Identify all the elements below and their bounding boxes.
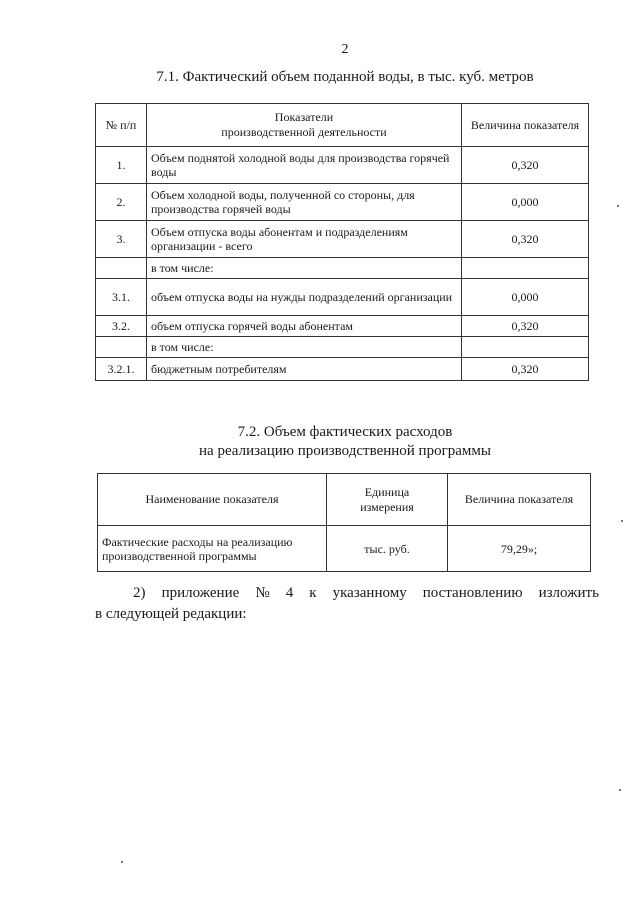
paragraph-line-1: [95, 583, 599, 604]
scan-speck: [121, 861, 123, 863]
scan-speck: [617, 205, 619, 207]
scan-speck: [619, 789, 621, 791]
table-row: [96, 316, 589, 337]
paragraph-word: приложение: [161, 585, 240, 601]
water-volume-table: [95, 103, 589, 381]
paragraph-word: к: [309, 585, 317, 601]
section-7-2-title-line1: 7.2. Объем фактических расходов: [237, 424, 453, 440]
paragraph-word: №: [255, 585, 270, 601]
page-number: 2: [341, 42, 349, 57]
header-value: Величина показателя: [462, 104, 589, 147]
cell-indicator: объем отпуска воды на нужды подразделений организации: [147, 279, 462, 316]
paragraph-word: постановлению: [422, 585, 523, 601]
cell-indicator: в том числе:: [147, 258, 462, 279]
section-7-1-title: 7.1. Фактический объем поданной воды, в тыс. куб. метров: [156, 69, 534, 85]
paragraph-word: указанному: [332, 585, 407, 601]
header-unit: Единица измерения: [327, 474, 448, 526]
cell-number: 2.: [96, 184, 147, 221]
cell-value: 0,320: [462, 316, 589, 337]
cell-value: 0,320: [462, 358, 589, 381]
table-row: [96, 279, 589, 316]
table-header-row: [98, 474, 591, 526]
table-row: [96, 221, 589, 258]
header-value: Величина показателя: [448, 474, 591, 526]
scan-speck: [621, 520, 623, 522]
cell-number: 3.: [96, 221, 147, 258]
paragraph-line-2: в следующей редакции:: [95, 606, 247, 622]
header-indicator-name: Наименование показателя: [98, 474, 327, 526]
cell-indicator: Объем отпуска воды абонентам и подразделениям организации - всего: [147, 221, 462, 258]
cell-number: [96, 337, 147, 358]
amendment-paragraph: [95, 583, 599, 625]
table-row: [96, 147, 589, 184]
cell-number: [96, 258, 147, 279]
cell-number: 3.1.: [96, 279, 147, 316]
table-row: [96, 358, 589, 381]
cell-value: 0,000: [462, 279, 589, 316]
table-row: [96, 337, 589, 358]
cell-name: Фактические расходы на реализацию производственной программы: [98, 526, 327, 572]
paragraph-word: изложить: [538, 585, 599, 601]
cell-indicator: бюджетным потребителям: [147, 358, 462, 381]
cell-number: 1.: [96, 147, 147, 184]
paragraph-word: 2): [133, 585, 146, 601]
cell-value: 79,29»;: [448, 526, 591, 572]
cell-indicator: в том числе:: [147, 337, 462, 358]
cell-unit: тыс. руб.: [327, 526, 448, 572]
cell-number: 3.2.: [96, 316, 147, 337]
cell-number: 3.2.1.: [96, 358, 147, 381]
header-indicators: Показатели производственной деятельности: [147, 104, 462, 147]
paragraph-word: 4: [285, 585, 294, 601]
cell-indicator: Объем поднятой холодной воды для производства горячей воды: [147, 147, 462, 184]
section-7-2-title-line2: на реализацию производственной программы: [199, 443, 491, 459]
cell-indicator: Объем холодной воды, полученной со стороны, для производства горячей воды: [147, 184, 462, 221]
cell-value: [462, 337, 589, 358]
header-number: № п/п: [96, 104, 147, 147]
expenses-table: [97, 473, 591, 572]
cell-value: 0,320: [462, 221, 589, 258]
table-row: [96, 258, 589, 279]
table-row: [98, 526, 591, 572]
table-row: [96, 184, 589, 221]
cell-indicator: объем отпуска горячей воды абонентам: [147, 316, 462, 337]
section-7-2-title: [0, 423, 640, 461]
cell-value: 0,320: [462, 147, 589, 184]
cell-value: 0,000: [462, 184, 589, 221]
cell-value: [462, 258, 589, 279]
table-header-row: [96, 104, 589, 147]
